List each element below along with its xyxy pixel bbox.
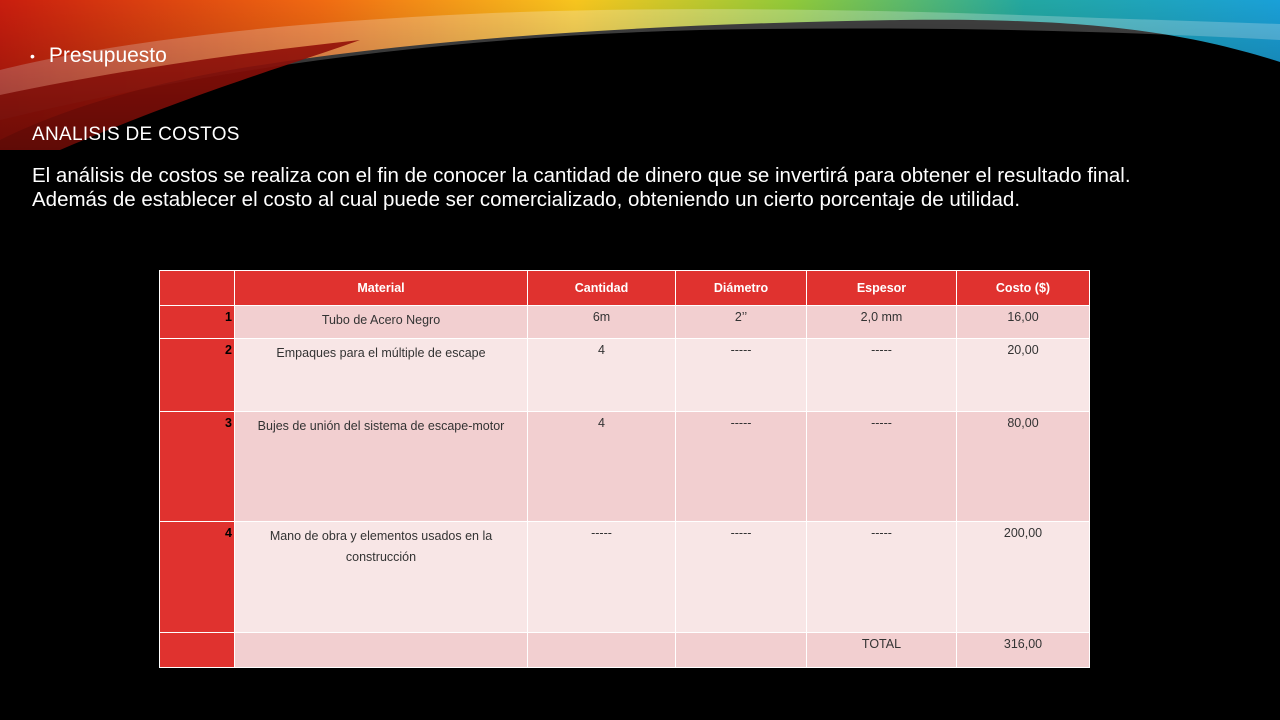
cell-cantidad: 4 [528, 412, 676, 522]
cell-diametro: 2’’ [676, 306, 807, 339]
cell-diametro: ----- [676, 412, 807, 522]
cell-costo: 20,00 [957, 339, 1090, 412]
bullet-presupuesto [30, 44, 167, 68]
cost-table [159, 270, 1090, 668]
header-costo: Costo ($) [957, 271, 1090, 306]
total-empty-cell [676, 633, 807, 668]
cell-costo: 80,00 [957, 412, 1090, 522]
header-num [160, 271, 235, 306]
row-number: 2 [160, 339, 235, 412]
header-diametro: Diámetro [676, 271, 807, 306]
section-subtitle: ANALISIS DE COSTOS [32, 124, 240, 145]
total-row-marker [160, 633, 235, 668]
cell-espesor: ----- [807, 339, 957, 412]
table-row [160, 339, 1090, 412]
cell-espesor: 2,0 mm [807, 306, 957, 339]
cell-material: Tubo de Acero Negro [235, 306, 528, 339]
total-empty-cell [235, 633, 528, 668]
cell-espesor: ----- [807, 522, 957, 633]
cell-costo: 200,00 [957, 522, 1090, 633]
bullet-dot-icon: • [30, 48, 35, 64]
total-value: 316,00 [957, 633, 1090, 668]
cell-diametro: ----- [676, 522, 807, 633]
table-row [160, 412, 1090, 522]
table-row [160, 306, 1090, 339]
cell-espesor: ----- [807, 412, 957, 522]
row-number: 4 [160, 522, 235, 633]
cell-diametro: ----- [676, 339, 807, 412]
header-cantidad: Cantidad [528, 271, 676, 306]
header-material: Material [235, 271, 528, 306]
table-total-row [160, 633, 1090, 668]
table-header-row [160, 271, 1090, 306]
cell-cantidad: 4 [528, 339, 676, 412]
bullet-text: Presupuesto [48, 44, 167, 67]
description-paragraph: El análisis de costos se realiza con el fin de conocer la cantidad de dinero que se invertirá para obtener el resultado final. Además de establecer el costo al cual puede ser comercializado, obteniendo un cierto porcentaje de utilidad. [32, 164, 1131, 211]
row-number: 1 [160, 306, 235, 339]
total-label: TOTAL [807, 633, 957, 668]
total-empty-cell [528, 633, 676, 668]
cell-cantidad: 6m [528, 306, 676, 339]
table-row [160, 522, 1090, 633]
row-number: 3 [160, 412, 235, 522]
cell-costo: 16,00 [957, 306, 1090, 339]
header-espesor: Espesor [807, 271, 957, 306]
cell-cantidad: ----- [528, 522, 676, 633]
cell-material: Empaques para el múltiple de escape [235, 339, 528, 412]
cell-material: Bujes de unión del sistema de escape-motor [235, 412, 528, 522]
cell-material: Mano de obra y elementos usados en la construcción [235, 522, 528, 633]
